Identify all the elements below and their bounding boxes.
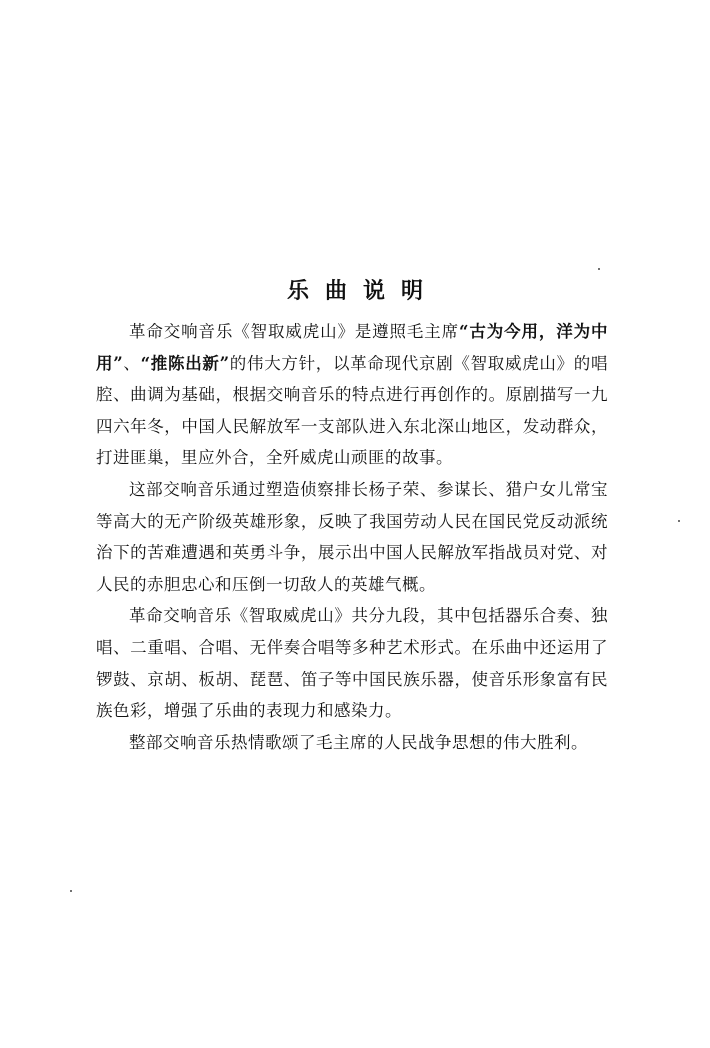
text-segment: 这部交响音乐通过塑造侦察排长杨子荣、参谋长、猎户女儿常宝等高大的无产阶级英雄形象，反映了我国劳动人民在国民党反动派统治下的苦难遭遇和英勇斗争，展示出中国人民解放军指战员对党、对人民的赤胆忠心和压倒一切敌人的英雄气概。	[96, 479, 608, 594]
text-segment: 、	[123, 353, 141, 373]
text-segment: 革命交响音乐《智取威虎山》共分九段，其中包括器乐合奏、独唱、二重唱、合唱、无伴奏合唱等多种艺术形式。在乐曲中还运用了锣鼓、京胡、板胡、琵琶、笛子等中国民族乐器，使音乐形象富有民族色彩，增强了乐曲的表现力和感染力。	[96, 606, 608, 721]
quote-emphasis: “古为今用，洋为中用”	[96, 322, 609, 373]
paragraph-4	[96, 727, 608, 759]
paragraph-2	[96, 474, 608, 600]
text-segment: 整部交响音乐热情歌颂了毛主席的人民战争思想的伟大胜利。	[129, 732, 588, 752]
text-segment: 的伟大方针，以革命现代京剧《智取威虎山》的唱腔、曲调为基础，根据交响音乐的特点进行再创作的。原剧描写一九四六年冬，中国人民解放军一支部队进入东北深山地区，发动群众，打进匪巢，里应外合，全歼威虎山顽匪的故事。	[96, 353, 609, 468]
scan-speck	[598, 268, 600, 270]
paragraph-1	[96, 316, 608, 474]
paragraph-3	[96, 600, 608, 726]
page-title: 乐曲说明	[286, 278, 439, 304]
scan-speck	[678, 520, 680, 522]
scan-speck	[70, 890, 72, 892]
body-text	[96, 316, 608, 758]
quote-emphasis: “推陈出新”	[140, 353, 230, 373]
text-segment: 革命交响音乐《智取威虎山》是遵照毛主席	[129, 322, 460, 341]
